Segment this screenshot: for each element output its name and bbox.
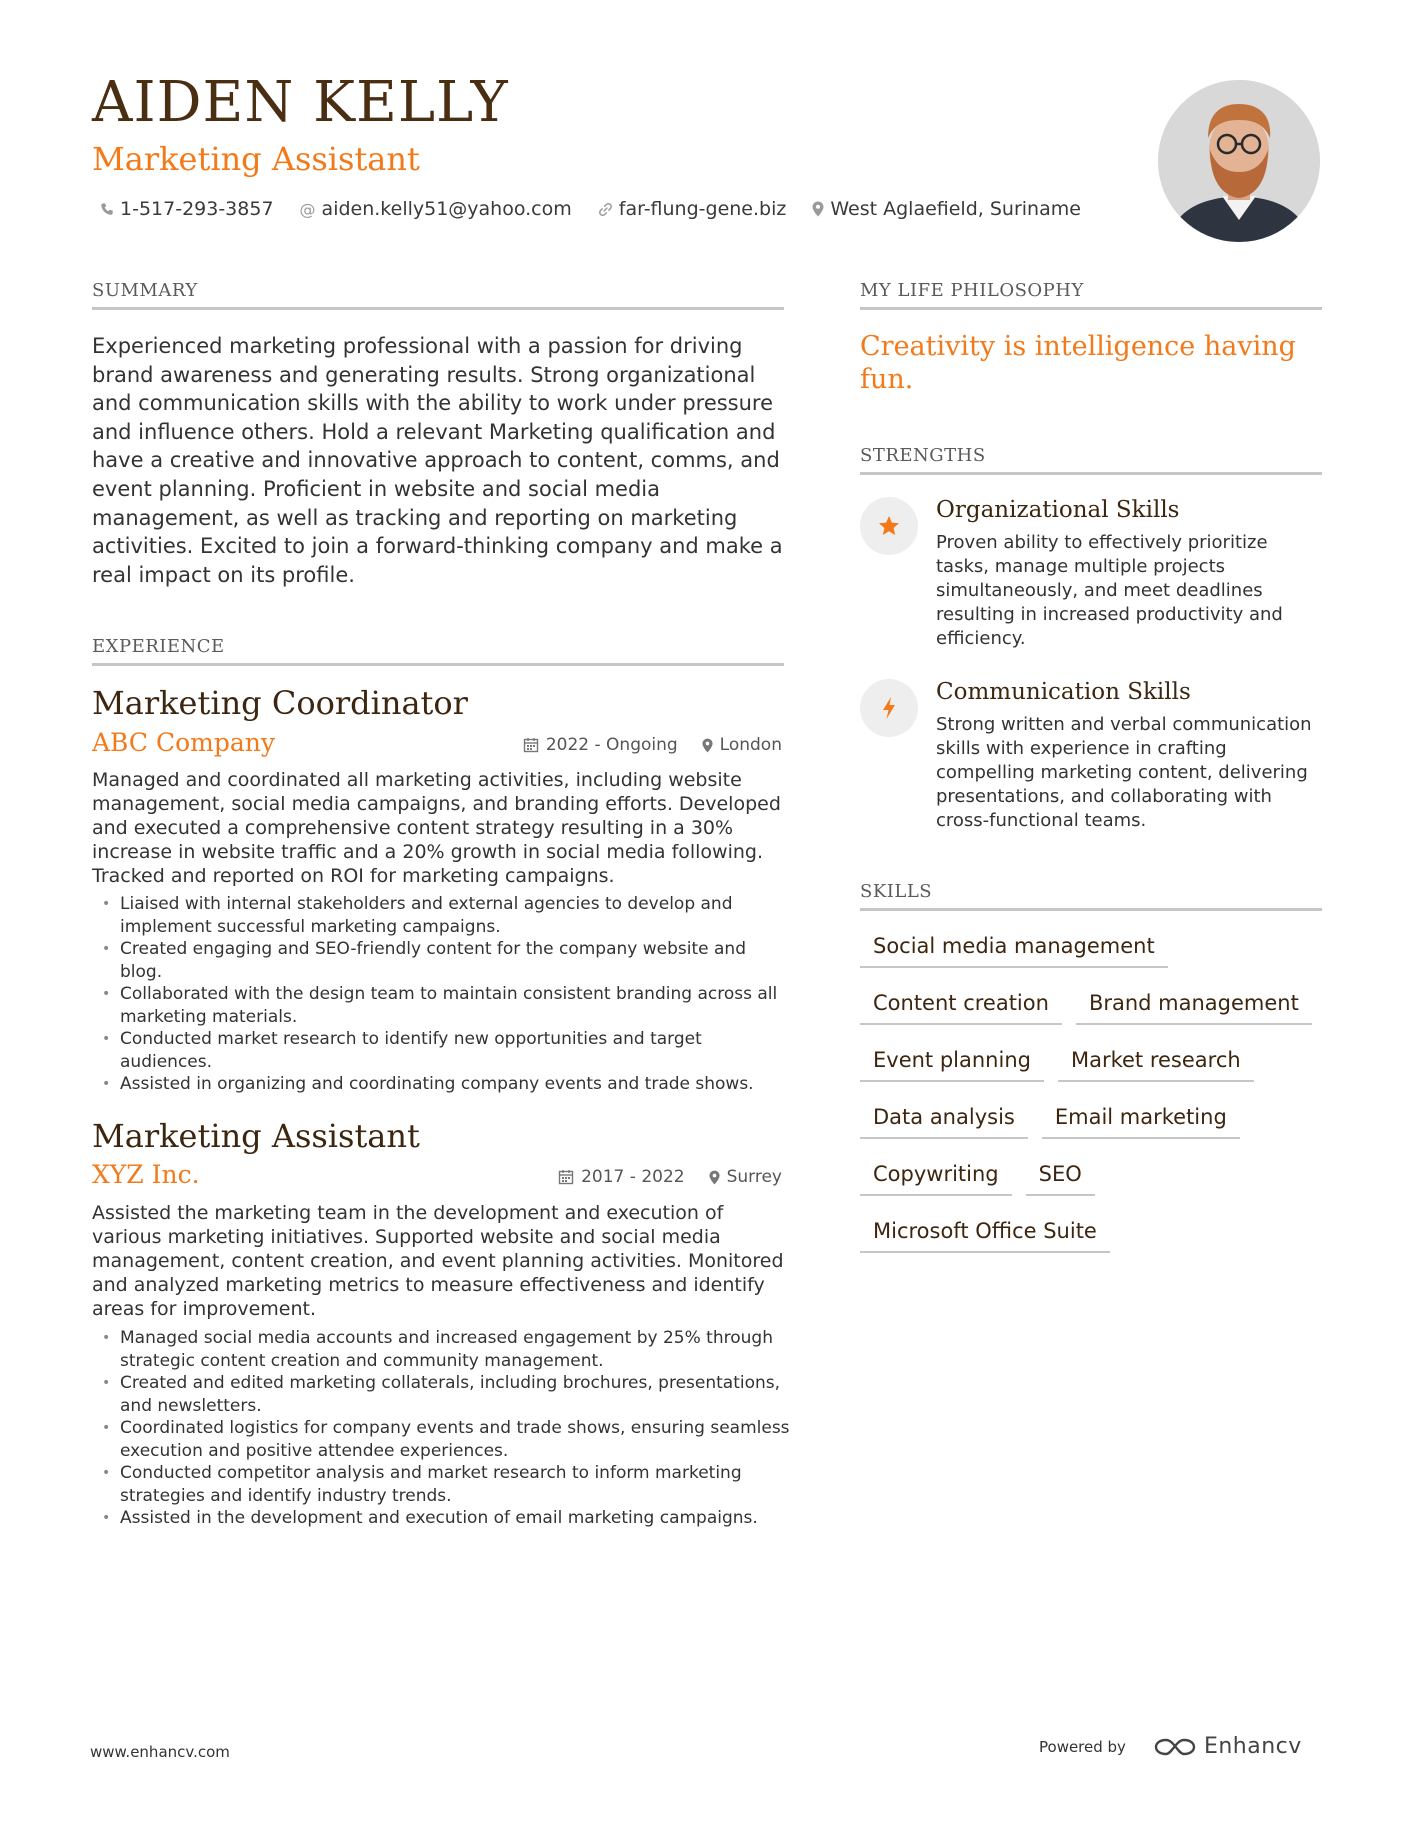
footer-website[interactable]: www.enhancv.com <box>90 1743 230 1761</box>
location-icon <box>709 1170 720 1185</box>
job-location <box>702 735 782 755</box>
skill-row <box>860 1042 1330 1082</box>
contact-phone[interactable] <box>100 198 274 220</box>
at-icon: @ <box>299 199 316 219</box>
skill-tag: Event planning <box>860 1042 1044 1082</box>
skill-tag: Copywriting <box>860 1156 1012 1196</box>
list-item: • Conducted competitor analysis and market research to inform marketing strategies and identify industry trends. <box>92 1462 792 1507</box>
profile-photo <box>1158 80 1320 242</box>
strength-description: Proven ability to effectively prioritize tasks, manage multiple projects simultaneously, and meet deadlines resulting in increased productivity and efficiency. <box>936 532 1283 649</box>
job-location-text: Surrey <box>726 1167 782 1187</box>
experience-heading: EXPERIENCE <box>92 636 784 666</box>
powered-by-label: Powered by <box>1039 1737 1126 1756</box>
skill-tag: Data analysis <box>860 1099 1028 1139</box>
skill-tag: Brand management <box>1076 985 1312 1025</box>
job-description: Assisted the marketing team in the development and execution of various marketing initiatives. Supported website and social media management, content creation, and event planning activities. Monitored and analyzed marketing metrics to measure effectiveness and identify areas for improvement. <box>92 1202 784 1320</box>
list-item: • Managed social media accounts and increased engagement by 25% through strategic content creation and community management. <box>92 1327 792 1372</box>
contact-location-text: West Aglaefield, Suriname <box>830 198 1081 220</box>
lightning-icon <box>860 679 918 737</box>
contact-website-text: far-flung-gene.biz <box>618 198 787 220</box>
list-item: • Assisted in the development and execution of email marketing campaigns. <box>92 1507 792 1530</box>
job-company: XYZ Inc. <box>92 1160 200 1189</box>
job-description: Managed and coordinated all marketing activities, including website management, social media campaigns, and branding efforts. Developed and executed a comprehensive content strategy resulting in a 30% increase in website traffic and a 20% growth in social media following. Tracked and reported on ROI for marketing campaigns. <box>92 769 781 887</box>
link-icon <box>598 202 613 217</box>
list-item: • Liaised with internal stakeholders and external agencies to develop and implement successful marketing campaigns. <box>92 893 792 938</box>
skill-row <box>860 1156 1330 1196</box>
job-bullets <box>92 1327 792 1530</box>
list-item: • Conducted market research to identify new opportunities and target audiences. <box>92 1028 792 1073</box>
footer-branding[interactable] <box>1039 1734 1302 1759</box>
skill-row <box>860 928 1330 968</box>
skill-tag: Market research <box>1058 1042 1254 1082</box>
location-icon <box>812 201 824 217</box>
philosophy-quote: Creativity is intelligence having fun. <box>860 331 1296 395</box>
strength-item <box>860 679 1320 839</box>
contact-phone-text: 1-517-293-3857 <box>120 198 274 220</box>
enhancv-brand: Enhancv <box>1203 1734 1302 1759</box>
skills-heading: SKILLS <box>860 881 1322 911</box>
strength-description: Strong written and verbal communication skills with experience in crafting compelling marketing content, delivering presentations, and collaborating with cross-functional teams. <box>936 714 1312 831</box>
phone-icon <box>100 202 114 216</box>
job-location <box>709 1167 782 1187</box>
job-dates-text: 2017 - 2022 <box>581 1167 685 1187</box>
skill-row <box>860 985 1330 1025</box>
list-item: • Assisted in organizing and coordinating company events and trade shows. <box>92 1073 792 1096</box>
contact-bar <box>100 198 1107 220</box>
summary-heading: SUMMARY <box>92 280 784 310</box>
job-bullets <box>92 893 792 1096</box>
list-item: • Created engaging and SEO-friendly content for the company website and blog. <box>92 938 792 983</box>
strength-title: Organizational Skills <box>936 497 1180 523</box>
skill-tag: Email marketing <box>1042 1099 1240 1139</box>
contact-email[interactable] <box>300 198 572 220</box>
job-meta <box>534 1167 782 1187</box>
job-dates <box>558 1167 684 1187</box>
candidate-name: AIDEN KELLY <box>92 70 509 135</box>
job-title: Marketing Coordinator <box>92 684 468 722</box>
skill-tag: Social media management <box>860 928 1168 968</box>
enhancv-logo-icon <box>1152 1735 1198 1759</box>
skill-row <box>860 1213 1330 1253</box>
strength-title: Communication Skills <box>936 679 1191 705</box>
job-dates <box>523 735 678 755</box>
calendar-icon <box>558 1169 574 1185</box>
star-icon <box>860 497 918 555</box>
job-location-text: London <box>719 735 782 755</box>
list-item: • Coordinated logistics for company events and trade shows, ensuring seamless execution and positive attendee experiences. <box>92 1417 792 1462</box>
location-icon <box>702 738 713 753</box>
job-title: Marketing Assistant <box>92 1117 420 1155</box>
contact-location <box>812 198 1081 220</box>
philosophy-heading: MY LIFE PHILOSOPHY <box>860 280 1322 310</box>
skills-list <box>860 928 1330 1270</box>
strengths-heading: STRENGTHS <box>860 445 1322 475</box>
contact-website[interactable] <box>598 198 787 220</box>
list-item: • Collaborated with the design team to maintain consistent branding across all marketing materials. <box>92 983 792 1028</box>
contact-email-text: aiden.kelly51@yahoo.com <box>321 198 572 220</box>
skill-row <box>860 1099 1330 1139</box>
job-meta <box>499 735 782 755</box>
strength-item <box>860 497 1320 657</box>
calendar-icon <box>523 737 539 753</box>
skill-tag: SEO <box>1026 1156 1095 1196</box>
candidate-title: Marketing Assistant <box>92 140 420 178</box>
skill-tag: Content creation <box>860 985 1062 1025</box>
summary-text: Experienced marketing professional with a passion for driving brand awareness and generating results. Strong organizational and communication skills with the ability to work under pressure and influence others. Hold a relevant Marketing qualification and have a creative and innovative approach to content, comms, and event planning. Proficient in website and social media management, as well as tracking and reporting on marketing activities. Excited to join a forward-thinking company and make a real impact on its profile. <box>92 334 783 587</box>
job-dates-text: 2022 - Ongoing <box>545 735 678 755</box>
list-item: • Created and edited marketing collaterals, including brochures, presentations, and newsletters. <box>92 1372 792 1417</box>
skill-tag: Microsoft Office Suite <box>860 1213 1110 1253</box>
job-company: ABC Company <box>92 728 275 757</box>
